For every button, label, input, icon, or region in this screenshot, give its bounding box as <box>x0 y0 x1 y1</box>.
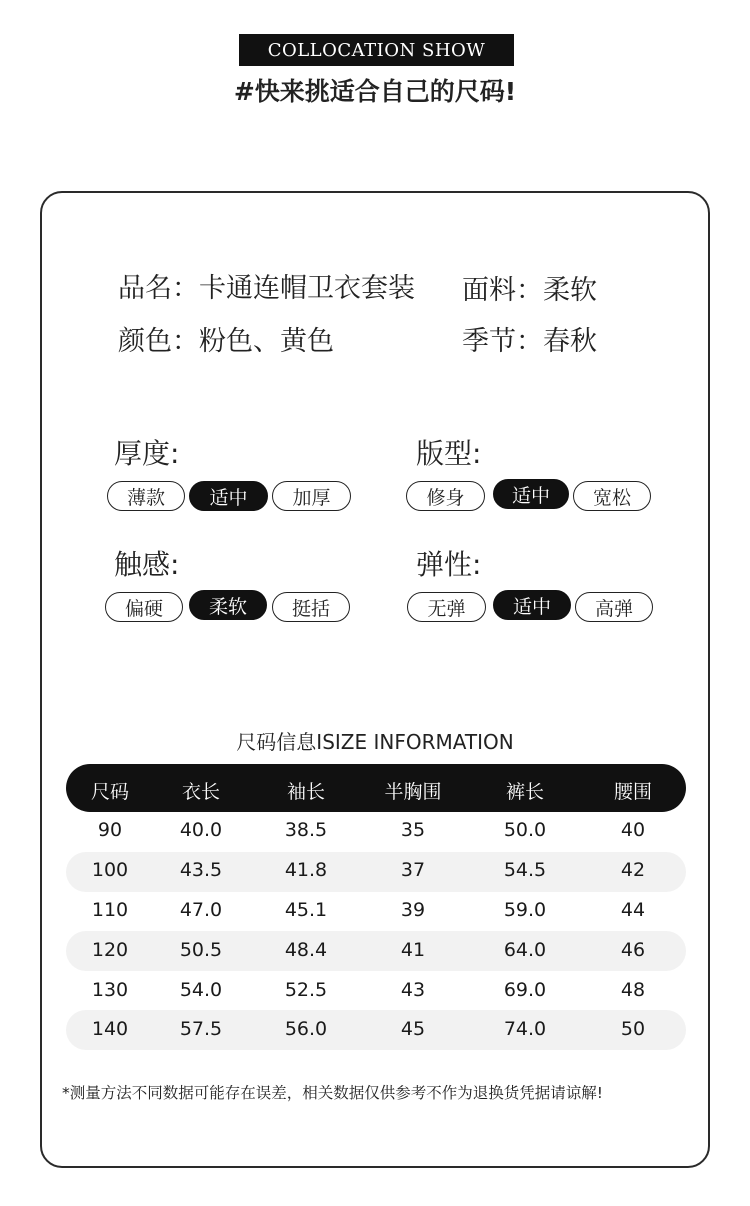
attr-label: 厚度: <box>114 437 180 470</box>
cell-top-length: 54.0 <box>179 979 223 1001</box>
cell-top-length: 43.5 <box>179 859 223 881</box>
attr-label: 版型: <box>416 437 482 470</box>
cell-pants-length: 69.0 <box>503 979 547 1001</box>
product-name: 品名：卡通连帽卫衣套装 <box>118 273 415 304</box>
cell-sleeve-length: 38.5 <box>284 819 328 841</box>
cell-size: 110 <box>91 899 129 921</box>
cell-waist: 44 <box>620 899 646 921</box>
product-season: 季节：春秋 <box>462 326 597 357</box>
cell-size: 90 <box>97 819 123 841</box>
cell-pants-length: 74.0 <box>503 1018 547 1040</box>
table-row <box>66 852 686 892</box>
cell-waist: 48 <box>620 979 646 1001</box>
product-fabric: 面料：柔软 <box>462 275 597 306</box>
header-waist: 腰围 <box>613 781 652 803</box>
option-thick: 加厚 <box>272 481 351 511</box>
cell-top-length: 40.0 <box>179 819 223 841</box>
attr-label: 弹性: <box>416 548 482 581</box>
cell-half-chest: 37 <box>400 859 426 881</box>
header-size: 尺码 <box>90 781 129 803</box>
cell-waist: 46 <box>620 939 646 961</box>
cell-pants-length: 50.0 <box>503 819 547 841</box>
cell-sleeve-length: 56.0 <box>284 1018 328 1040</box>
option-loose: 宽松 <box>573 481 651 511</box>
product-color: 颜色：粉色、黄色 <box>118 326 334 357</box>
option-medium-selected: 适中 <box>189 481 268 511</box>
table-row <box>66 810 686 850</box>
option-medium-stretch-selected: 适中 <box>493 590 571 620</box>
cell-half-chest: 35 <box>400 819 426 841</box>
cell-sleeve-length: 41.8 <box>284 859 328 881</box>
cell-half-chest: 39 <box>400 899 426 921</box>
cell-top-length: 47.0 <box>179 899 223 921</box>
collocation-banner: COLLOCATION SHOW <box>239 34 514 66</box>
option-slim: 修身 <box>406 481 485 511</box>
cell-top-length: 50.5 <box>179 939 223 961</box>
option-no-stretch: 无弹 <box>407 592 486 622</box>
cell-half-chest: 43 <box>400 979 426 1001</box>
cell-half-chest: 41 <box>400 939 426 961</box>
header-top-length: 衣长 <box>181 781 220 803</box>
size-table-title: 尺码信息ISIZE INFORMATION <box>236 730 514 754</box>
header-half-chest: 半胸围 <box>384 781 442 803</box>
option-thin: 薄款 <box>107 481 185 511</box>
cell-size: 120 <box>91 939 129 961</box>
measurement-disclaimer: *测量方法不同数据可能存在误差，相关数据仅供参考不作为退换货凭据请谅解! <box>62 1084 603 1102</box>
cell-pants-length: 59.0 <box>503 899 547 921</box>
cell-size: 140 <box>91 1018 129 1040</box>
cell-sleeve-length: 45.1 <box>284 899 328 921</box>
cell-pants-length: 64.0 <box>503 939 547 961</box>
attr-label: 触感: <box>114 548 180 581</box>
size-table-header <box>66 764 686 812</box>
cell-half-chest: 45 <box>400 1018 426 1040</box>
table-row <box>66 970 686 1010</box>
header-pants-length: 裤长 <box>505 781 544 803</box>
option-regular-selected: 适中 <box>493 479 569 509</box>
header-sleeve-length: 袖长 <box>286 781 325 803</box>
cell-waist: 42 <box>620 859 646 881</box>
cell-size: 100 <box>91 859 129 881</box>
table-row <box>66 890 686 930</box>
cell-pants-length: 54.5 <box>503 859 547 881</box>
cell-top-length: 57.5 <box>179 1018 223 1040</box>
option-crisp: 挺括 <box>272 592 350 622</box>
cell-waist: 50 <box>620 1018 646 1040</box>
option-soft-selected: 柔软 <box>189 590 267 620</box>
cell-waist: 40 <box>620 819 646 841</box>
option-stiff: 偏硬 <box>105 592 183 622</box>
page-subtitle: #快来挑适合自己的尺码! <box>233 77 517 106</box>
table-row <box>66 1010 686 1050</box>
option-high-stretch: 高弹 <box>575 592 653 622</box>
table-row <box>66 931 686 971</box>
cell-sleeve-length: 48.4 <box>284 939 328 961</box>
cell-size: 130 <box>91 979 129 1001</box>
cell-sleeve-length: 52.5 <box>284 979 328 1001</box>
